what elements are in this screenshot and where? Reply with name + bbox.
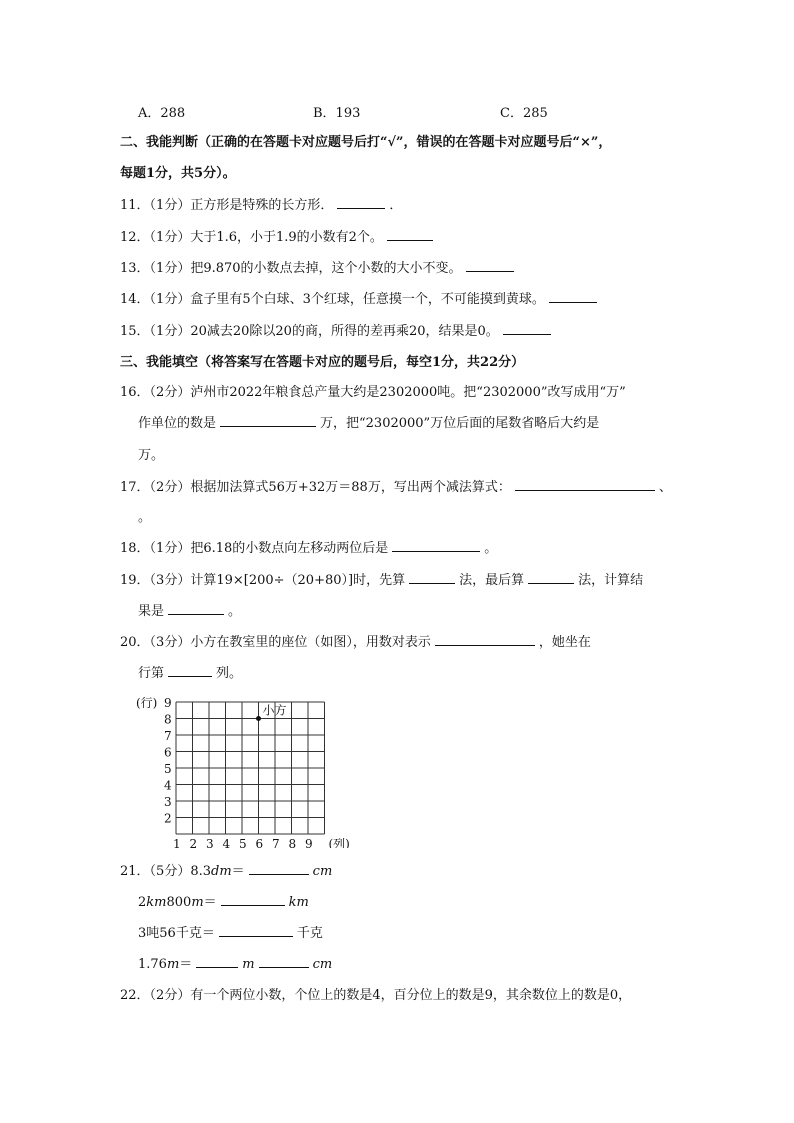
question-22: 22．（2分）有一个两位小数，个位上的数是4，百分位上的数是9，其余数位上的数是0， (120, 988, 632, 1003)
question-14: 14．（1分）盒子里有5个白球、3个红球，任意摸一个，不可能摸到黄球。 (120, 290, 601, 310)
col-tick-label: 8 (288, 837, 297, 848)
answer-blank[interactable] (435, 633, 535, 646)
question-21-d: 1.76m＝ m cm (138, 957, 333, 972)
question-17-cont: 。 (138, 510, 152, 525)
question-19: 19．（3分）计算19×[200÷（20+80）]时，先算 法，最后算 法，计算结 (120, 573, 644, 588)
seat-grid-figure (136, 696, 356, 848)
answer-blank[interactable] (392, 539, 480, 552)
question-21: 21．（5分）8.3dm＝ cm (120, 864, 333, 879)
answer-blank[interactable] (221, 893, 285, 906)
col-tick-label: 4 (222, 837, 231, 848)
row-tick-label: 9 (164, 696, 172, 710)
col-tick-label: 3 (206, 837, 214, 848)
seat-point (256, 716, 261, 721)
answer-blank[interactable] (515, 478, 655, 491)
seat-grid (136, 696, 356, 848)
row-tick-label: 3 (164, 795, 172, 809)
question-12: 12．（1分）大于1.6，小于1.9的小数有2个。 (120, 228, 437, 248)
section2-title: 二、我能判断（正确的在答题卡对应题号后打“√”，错误的在答题卡对应题号后“×”， (120, 135, 612, 150)
row-tick-label: 5 (164, 762, 172, 776)
answer-blank[interactable] (259, 955, 309, 968)
answer-blank[interactable] (249, 862, 309, 875)
row-axis-label: (行) (136, 696, 158, 710)
col-tick-label: 2 (189, 837, 198, 848)
question-21-b: 2km800m＝ km (138, 895, 309, 910)
col-tick-label: 7 (272, 837, 280, 848)
row-tick-label: 2 (164, 811, 172, 826)
option-b: B．193 (313, 106, 361, 121)
answer-blank[interactable] (196, 955, 238, 968)
question-18: 18．（1分）把6.18的小数点向左移动两位后是 。 (120, 541, 498, 556)
col-tick-label: 9 (305, 837, 313, 848)
person-label: 小方 (262, 703, 287, 718)
question-16-cont: 作单位的数是 万，把“2302000”万位后面的尾数省略后大约是 (138, 416, 600, 431)
answer-blank[interactable] (503, 322, 551, 335)
col-tick-label: 5 (239, 837, 247, 848)
option-a: A．288 (138, 106, 186, 121)
col-tick-label: 1 (173, 837, 181, 848)
answer-blank[interactable] (549, 290, 597, 303)
question-21-c: 3吨56千克＝ 千克 (138, 926, 323, 941)
question-19-cont: 果是 。 (138, 604, 242, 619)
answer-blank[interactable] (168, 664, 212, 677)
option-c: C．285 (500, 106, 548, 121)
col-tick-label: 6 (255, 837, 264, 848)
question-17: 17．（2分）根据加法算式56万+32万＝88万，写出两个减法算式： 、 (120, 480, 672, 495)
question-20-cont: 行第 列。 (138, 666, 243, 681)
row-tick-label: 6 (164, 745, 172, 760)
question-15: 15．（1分）20减去20除以20的商，所得的差再乘20，结果是0。 (120, 322, 555, 342)
col-axis-label: (列) (328, 837, 350, 848)
row-tick-label: 8 (164, 712, 172, 727)
answer-blank[interactable] (337, 196, 385, 209)
answer-blank[interactable] (220, 414, 316, 427)
question-13: 13．（1分）把9.870的小数点去掉，这个小数的大小不变。 (120, 259, 518, 279)
answer-blank[interactable] (528, 571, 574, 584)
question-16-cont2: 万。 (138, 448, 165, 463)
question-20: 20．（3分）小方在教室里的座位（如图），用数对表示 ，她坐在 (120, 635, 591, 650)
answer-blank[interactable] (168, 602, 224, 615)
row-tick-label: 4 (164, 778, 172, 793)
answer-blank[interactable] (219, 924, 293, 937)
row-tick-label: 7 (164, 729, 172, 743)
question-11: 11．（1分）正方形是特殊的长方形． ． (120, 198, 403, 213)
answer-blank[interactable] (387, 228, 433, 241)
section3-title: 三、我能填空（将答案写在答题卡对应的题号后，每空1分，共22分） (120, 355, 525, 370)
section2-title-cont: 每题1分，共5分）。 (120, 166, 236, 181)
answer-blank[interactable] (466, 259, 514, 272)
question-16: 16．（2分）泸州市2022年粮食总产量大约是2302000吨。把“2302000”改写成用“万” (120, 385, 626, 400)
answer-blank[interactable] (409, 571, 455, 584)
